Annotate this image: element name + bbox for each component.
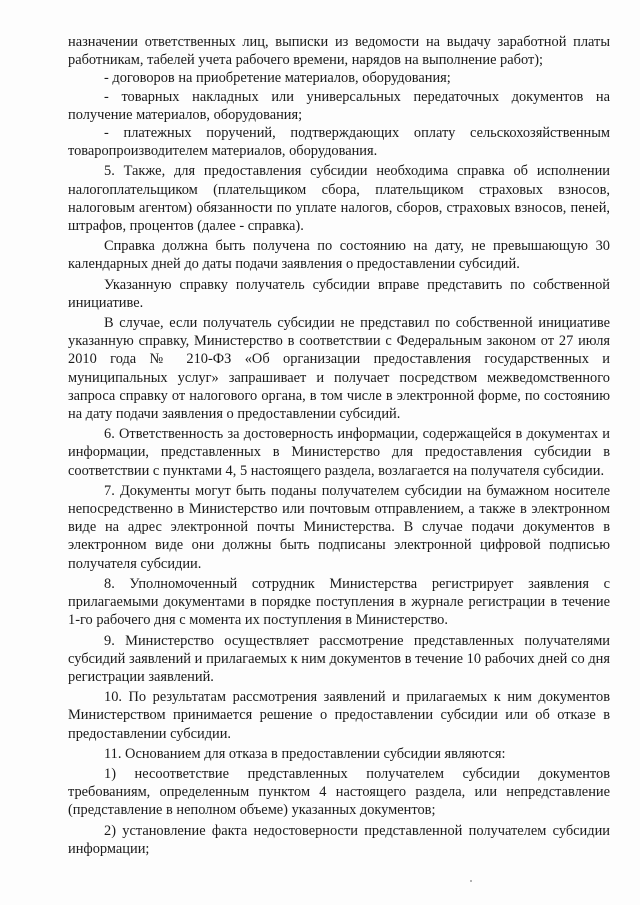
scan-speck — [470, 880, 472, 882]
list-item-payment-orders: - платежных поручений, подтверждающих оплату сельскохозяйственным товаропроизводителем материалов, оборудования. — [68, 125, 610, 160]
paragraph-8-registration: 8. Уполномоченный сотрудник Министерства регистрирует заявления с прилагаемыми документами в порядке поступления в журнале регистрации в течение 1-го рабочего дня с момента их поступления в Министерство. — [68, 575, 610, 629]
paragraph-certificate-date: Справка должна быть получена по состоянию на дату, не превышающую 30 календарных дней до даты подачи заявления о предоставлении субсидий. — [68, 238, 610, 273]
paragraph-6-responsibility: 6. Ответственность за достоверность информации, содержащейся в документах и информации, представленных в Министерство для предоставления субсидии в соответствии с пунктами 4, 5 настоящего раздела, возлагается на получателя субсидии. — [68, 426, 610, 479]
list-item-refusal-2: 2) установление факта недостоверности представленной получателем субсидии информации; — [68, 822, 610, 857]
paragraph-7-submission: 7. Документы могут быть поданы получателем субсидии на бумажном носителе непосредственно в Министерство или почтовым отправлением, а также в электронном виде на адрес электронной почты Министерства. В случае подачи документов в электронном виде они должны быть подписаны электронной цифровой подписью получателя субсидии. — [68, 482, 610, 572]
list-item-invoices: - товарных накладных или универсальных передаточных документов на получение материалов, оборудования; — [68, 88, 610, 123]
list-item-refusal-1: 1) несоответствие представленных получателем субсидии документов требованиям, определенным пунктом 4 настоящего раздела, или непредставление (представление в неполном объеме) указанных документов; — [68, 765, 610, 819]
paragraph-5-tax-certificate: 5. Также, для предоставления субсидии необходима справка об исполнении налогоплательщиком (плательщиком сбора, плательщиком страховых взносов, налоговым агентом) обязанности по уплате налогов, сборов, страховых взносов, пеней, штрафов, процентов (далее - справка). — [68, 163, 610, 235]
paragraph-continuation: назначении ответственных лиц, выписки из ведомости на выдачу заработной платы работникам, табелей учета рабочего времени, нарядов на выполнение работ); — [68, 34, 610, 69]
paragraph-interdepartmental-request: В случае, если получатель субсидии не представил по собственной инициативе указанную справку, Министерство в соответствии с Федеральным законом от 27 июля 2010 года № 210-ФЗ «Об организации предоставления государственных и муниципальных услуг» запрашивает и получает посредством межведомственного запроса справку от налогового органа, в том числе в электронной форме, по состоянию на дату подачи заявления о предоставлении субсидий. — [68, 315, 610, 423]
paragraph-certificate-initiative: Указанную справку получатель субсидии вправе представить по собственной инициативе. — [68, 276, 610, 311]
paragraph-11-refusal-grounds: 11. Основанием для отказа в предоставлении субсидии являются: — [104, 745, 506, 762]
paragraph-9-review: 9. Министерство осуществляет рассмотрение представленных получателями субсидий заявлений и прилагаемых к ним документов в течение 10 рабочих дней со дня регистрации заявлений. — [68, 632, 610, 685]
paragraph-10-decision: 10. По результатам рассмотрения заявлений и прилагаемых к ним документов Министерством принимается решение о предоставлении субсидии или об отказе в предоставлении субсидии. — [68, 689, 610, 742]
list-item-contracts: - договоров на приобретение материалов, оборудования; — [104, 70, 451, 87]
